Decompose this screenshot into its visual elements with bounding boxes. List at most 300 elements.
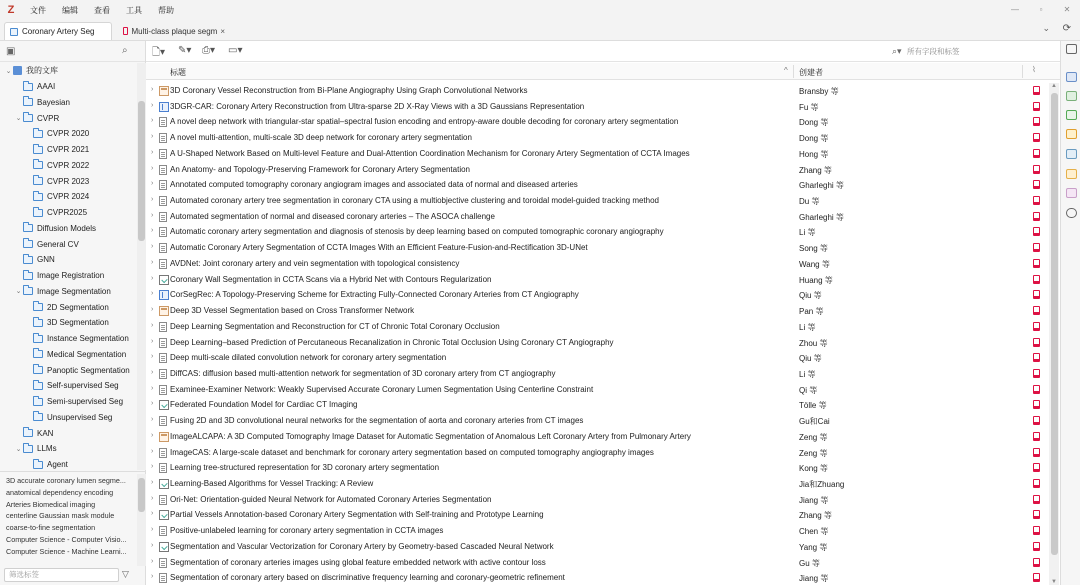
item-row[interactable]: [146, 209, 1051, 225]
attachments-icon[interactable]: [1066, 110, 1077, 120]
item-title: Fusing 2D and 3D convolutional neural networks for the segmentation of aorta and coronary arteries from CT images: [170, 416, 584, 426]
tag-item[interactable]: Arteries Biomedical imaging: [6, 499, 96, 509]
tag-item[interactable]: anatomical dependency encoding: [6, 487, 114, 497]
item-creator: Jiang 等: [799, 495, 829, 505]
conference-paper-icon: [159, 432, 169, 442]
item-row[interactable]: [146, 287, 1051, 303]
item-creator: Huang 等: [799, 275, 833, 285]
pdf-attachment-icon[interactable]: [1033, 133, 1040, 142]
collections-pane: [0, 41, 146, 585]
item-row[interactable]: [146, 570, 1051, 585]
expand-icon[interactable]: ›: [151, 463, 154, 471]
collection-label: CVPR2025: [47, 208, 88, 218]
collection-label: Medical Segmentation: [47, 349, 127, 359]
pdf-attachment-icon[interactable]: [1033, 448, 1040, 457]
pdf-attachment-icon[interactable]: [1033, 117, 1040, 126]
item-title: Examinee-Examiner Network: Weakly Supervised Accurate Coronary Lumen Segmentation Using Centerline Constraint: [170, 384, 594, 394]
pdf-attachment-icon[interactable]: [1033, 227, 1040, 236]
pdf-attachment-icon[interactable]: [1033, 165, 1040, 174]
expand-icon[interactable]: ›: [151, 478, 154, 486]
search-input[interactable]: ⌕▾ 所有字段和标签: [889, 44, 1054, 59]
expand-icon[interactable]: ›: [151, 494, 154, 502]
folder-icon: [33, 303, 43, 311]
twisty-icon[interactable]: ⌄: [5, 67, 12, 75]
document-icon: [159, 338, 167, 348]
title-bar: [0, 0, 1080, 20]
conference-paper-icon: [159, 86, 169, 96]
expand-icon[interactable]: ›: [151, 431, 154, 439]
collection-label: Panoptic Segmentation: [47, 365, 130, 375]
pdf-attachment-icon[interactable]: [1033, 432, 1040, 441]
collection-item[interactable]: [0, 299, 137, 315]
collection-label: KAN: [37, 428, 54, 438]
collection-item[interactable]: [0, 110, 137, 126]
pdf-attachment-icon[interactable]: [1033, 196, 1040, 205]
twisty-icon[interactable]: ⌄: [15, 115, 22, 123]
expand-icon[interactable]: ›: [151, 306, 154, 314]
expand-icon[interactable]: ›: [151, 510, 154, 518]
item-creator: Pan 等: [799, 307, 824, 317]
item-row[interactable]: [146, 460, 1051, 476]
folder-icon: [33, 193, 43, 201]
item-title: A novel multi-attention, multi-scale 3D deep network for coronary artery segmentation: [170, 133, 472, 143]
new-item-icon[interactable]: 🗋▾: [152, 47, 166, 58]
folder-icon: [33, 461, 43, 469]
item-title: AVDNet: Joint coronary artery and vein segmentation with topological consistency: [170, 258, 460, 268]
item-row[interactable]: [146, 193, 1051, 209]
collection-label: GNN: [37, 255, 55, 265]
pdf-attachment-icon[interactable]: [1033, 180, 1040, 189]
expand-icon[interactable]: ›: [151, 573, 154, 581]
pdf-attachment-icon[interactable]: [1033, 322, 1040, 331]
document-icon: [159, 180, 167, 190]
item-row[interactable]: [146, 523, 1051, 539]
tag-item[interactable]: coarse-to-fine segmentation: [6, 523, 96, 533]
expand-icon[interactable]: ›: [151, 164, 154, 172]
item-row[interactable]: [146, 445, 1051, 461]
folder-icon: [10, 28, 18, 36]
menu-item[interactable]: 查看: [94, 5, 110, 15]
item-creator: Zeng 等: [799, 448, 828, 458]
item-creator: Dong 等: [799, 134, 829, 144]
item-title: Automated segmentation of normal and diseased coronary arteries – The ASOCA challenge: [170, 211, 495, 221]
item-row[interactable]: [146, 256, 1051, 272]
pdf-attachment-icon[interactable]: [1033, 243, 1040, 252]
chevron-down-icon[interactable]: ⌄: [1042, 23, 1050, 33]
item-title: Federated Foundation Model for Cardiac CT Imaging: [170, 400, 358, 410]
item-title: DiffCAS: diffusion based multi-attention network for segmentation of 3D coronary artery from CT angiography: [170, 368, 556, 378]
filter-icon[interactable]: ▽: [122, 569, 129, 579]
item-row[interactable]: [146, 507, 1051, 523]
collection-item[interactable]: [0, 236, 137, 252]
expand-icon[interactable]: ›: [151, 541, 154, 549]
item-title: Deep Learning–based Prediction of Percutaneous Recanalization in Chronic Total Occlusion Using Coronary CT Angiography: [170, 337, 614, 347]
document-icon: [159, 558, 167, 568]
item-creator: Gu 等: [799, 558, 820, 568]
tag-scrollbar[interactable]: [137, 474, 146, 566]
items-list: [146, 83, 1051, 585]
collection-label: General CV: [37, 239, 79, 249]
item-row[interactable]: [146, 476, 1051, 492]
item-title: Learning tree-structured representation for 3D coronary artery segmentation: [170, 463, 440, 473]
folder-icon: [33, 366, 43, 374]
item-creator: Yang 等: [799, 542, 828, 552]
add-attachment-icon[interactable]: ⎙▾: [202, 45, 216, 56]
folder-icon: [33, 335, 43, 343]
document-icon: [159, 117, 167, 127]
tab-library[interactable]: [4, 22, 112, 40]
journal-article-icon: [159, 542, 169, 552]
item-row[interactable]: [146, 114, 1051, 130]
collection-item[interactable]: [0, 315, 137, 331]
new-note-icon[interactable]: ▭▾: [228, 45, 243, 56]
locate-icon[interactable]: [1066, 208, 1077, 218]
libraries-icon[interactable]: [1066, 149, 1077, 159]
pdf-icon: [123, 27, 128, 35]
collection-label: Agent: [47, 460, 68, 470]
collection-item[interactable]: [0, 394, 137, 410]
pdf-attachment-icon[interactable]: [1033, 463, 1040, 472]
item-row[interactable]: [146, 413, 1051, 429]
journal-article-icon: [159, 275, 169, 285]
item-row[interactable]: [146, 303, 1051, 319]
collection-label: LLMs: [37, 444, 57, 454]
collection-item[interactable]: [0, 189, 137, 205]
expand-icon[interactable]: ›: [151, 227, 154, 235]
collection-item[interactable]: [0, 158, 137, 174]
document-icon: [159, 165, 167, 175]
search-icon[interactable]: ⌕: [122, 45, 128, 56]
tab-label: Multi-class plaque segm: [131, 26, 218, 36]
collection-tree: [0, 63, 137, 470]
collection-item[interactable]: [0, 410, 137, 426]
expand-icon[interactable]: ›: [151, 258, 154, 266]
pdf-attachment-icon[interactable]: [1033, 369, 1040, 378]
expand-icon[interactable]: ›: [151, 384, 154, 392]
item-creator: Zhang 等: [799, 511, 832, 521]
related-icon[interactable]: [1066, 188, 1077, 198]
menu-item[interactable]: 帮助: [158, 5, 174, 15]
document-icon: [159, 369, 167, 379]
tags-icon[interactable]: [1066, 169, 1077, 179]
tag-item[interactable]: centerline Gaussian mask module: [6, 511, 115, 521]
item-row[interactable]: [146, 350, 1051, 366]
item-creator: Li 等: [799, 322, 816, 332]
collection-item[interactable]: [0, 441, 137, 457]
maximize-icon[interactable]: ▫: [1039, 5, 1043, 14]
item-title: Learning-Based Algorithms for Vessel Tracking: A Review: [170, 478, 374, 488]
document-icon: [159, 243, 167, 253]
item-creator: Song 等: [799, 244, 828, 254]
item-creator: Bransby 等: [799, 87, 839, 96]
folder-icon: [23, 429, 33, 437]
pdf-attachment-icon[interactable]: [1033, 385, 1040, 394]
item-row[interactable]: [146, 366, 1051, 382]
expand-icon[interactable]: ›: [151, 368, 154, 376]
item-title: Annotated computed tomography coronary angiogram images and associated data of normal and diseased arteries: [170, 180, 578, 190]
folder-icon: [23, 114, 33, 122]
item-creator: Li 等: [799, 228, 816, 238]
item-row[interactable]: [146, 130, 1051, 146]
item-creator: Hong 等: [799, 149, 829, 159]
tag-item[interactable]: Computer Science - Machine Learni...: [6, 546, 127, 556]
item-row[interactable]: [146, 539, 1051, 555]
pdf-attachment-icon[interactable]: [1033, 259, 1040, 268]
collection-label: CVPR 2020: [47, 129, 90, 139]
expand-icon[interactable]: ›: [151, 101, 154, 109]
document-icon: [159, 463, 167, 473]
document-icon: [159, 227, 167, 237]
item-creator: Zeng 等: [799, 432, 828, 442]
item-creator: Kong 等: [799, 464, 828, 474]
folder-icon: [23, 445, 33, 453]
item-title: Deep multi-scale dilated convolution network for coronary artery segmentation: [170, 353, 447, 363]
preprint-icon: [159, 290, 169, 300]
item-row[interactable]: [146, 335, 1051, 351]
collection-label: Image Segmentation: [37, 286, 111, 296]
folder-icon: [23, 98, 33, 106]
item-title: 3D Coronary Vessel Reconstruction from Bi-Plane Angiography Using Graph Convolutional Networks: [170, 86, 528, 95]
column-title[interactable]: 标题: [170, 68, 186, 77]
tab-document[interactable]: [118, 22, 230, 40]
journal-article-icon: [159, 479, 169, 489]
pdf-attachment-icon[interactable]: [1033, 479, 1040, 488]
collection-item[interactable]: [0, 63, 137, 79]
item-row[interactable]: [146, 555, 1051, 571]
pdf-attachment-icon[interactable]: [1033, 275, 1040, 284]
pdf-attachment-icon[interactable]: [1033, 526, 1040, 535]
item-title: Segmentation of coronary arteries images using global feature embedded network with active contour loss: [170, 557, 546, 567]
preprint-icon: [159, 102, 169, 112]
item-creator: Jiang 等: [799, 574, 829, 584]
collection-label: CVPR: [37, 113, 60, 123]
expand-icon[interactable]: ›: [151, 337, 154, 345]
collection-item[interactable]: [0, 142, 137, 158]
pdf-attachment-icon[interactable]: [1033, 400, 1040, 409]
collection-item[interactable]: [0, 331, 137, 347]
item-row[interactable]: [146, 319, 1051, 335]
info-icon[interactable]: [1066, 72, 1077, 82]
item-row[interactable]: [146, 240, 1051, 256]
collection-label: CVPR 2023: [47, 176, 90, 186]
expand-icon[interactable]: ›: [151, 180, 154, 188]
collection-item[interactable]: [0, 126, 137, 142]
folder-icon: [33, 177, 43, 185]
collection-item[interactable]: [0, 425, 137, 441]
item-creator: Fu 等: [799, 102, 819, 112]
collection-item[interactable]: [0, 457, 137, 470]
item-title: Deep Learning Segmentation and Reconstruction for CT of Chronic Total Coronary Occlusion: [170, 321, 500, 331]
document-icon: [159, 416, 167, 426]
item-row[interactable]: [146, 177, 1051, 193]
item-title: 3DGR-CAR: Coronary Artery Reconstruction from Ultra-sparse 2D X-Ray Views with a 3D Gaussians Representation: [170, 101, 585, 111]
document-icon: [159, 259, 167, 269]
item-title: ImageCAS: A large-scale dataset and benchmark for coronary artery segmentation based on computed tomography angiography images: [170, 447, 654, 457]
item-row[interactable]: [146, 162, 1051, 178]
item-title: Automated coronary artery tree segmentation in coronary CTA using a multiobjective clustering and toroidal model-guided tracking method: [170, 196, 659, 206]
pdf-attachment-icon[interactable]: [1033, 542, 1040, 551]
search-icon: ⌕▾: [892, 46, 902, 56]
folder-icon: [23, 240, 33, 248]
item-title: Ori-Net: Orientation-guided Neural Network for Automated Coronary Arteries Segmentation: [170, 494, 492, 504]
menu-bar: [22, 5, 182, 16]
new-collection-icon[interactable]: ▣: [6, 46, 16, 57]
expand-icon[interactable]: ›: [151, 196, 154, 204]
folder-icon: [23, 224, 33, 232]
pdf-attachment-icon[interactable]: [1033, 338, 1040, 347]
twisty-icon[interactable]: ⌄: [15, 288, 22, 296]
notes-icon[interactable]: [1066, 129, 1077, 139]
collection-label: Semi-supervised Seg: [47, 397, 124, 407]
expand-icon[interactable]: ›: [151, 416, 154, 424]
expand-icon[interactable]: ›: [151, 321, 154, 329]
item-row[interactable]: [146, 492, 1051, 508]
item-title: Segmentation of coronary artery based on discriminative frequency learning and coronary-geometric refinement: [170, 573, 565, 583]
tab-bar: [0, 20, 1080, 41]
expand-icon[interactable]: ›: [151, 274, 154, 282]
item-row[interactable]: [146, 382, 1051, 398]
item-row[interactable]: [146, 99, 1051, 115]
folder-icon: [33, 413, 43, 421]
collection-item[interactable]: [0, 268, 137, 284]
toggle-pane-icon[interactable]: [1066, 44, 1077, 54]
item-creator: Wang 等: [799, 259, 830, 269]
menu-item[interactable]: 编辑: [62, 5, 78, 15]
minimize-icon[interactable]: —: [1011, 5, 1019, 14]
item-row[interactable]: [146, 272, 1051, 288]
pdf-attachment-icon[interactable]: [1033, 495, 1040, 504]
menu-item[interactable]: 工具: [126, 5, 142, 15]
collection-item[interactable]: [0, 362, 137, 378]
tab-label: Coronary Artery Seg: [22, 27, 95, 36]
collection-label: Bayesian: [37, 97, 70, 107]
expand-icon[interactable]: ›: [151, 86, 154, 93]
expand-icon[interactable]: ›: [151, 148, 154, 156]
items-scrollbar[interactable]: ▲ ▼: [1049, 83, 1059, 585]
library-icon: [13, 66, 22, 75]
collection-item[interactable]: [0, 284, 137, 300]
collection-scrollbar[interactable]: [137, 63, 146, 470]
collection-label: CVPR 2022: [47, 160, 90, 170]
collection-label: 2D Segmentation: [47, 302, 109, 312]
collection-label: Instance Segmentation: [47, 334, 129, 344]
expand-icon[interactable]: ›: [151, 526, 154, 534]
item-creator: Gharleghi 等: [799, 181, 844, 191]
expand-icon[interactable]: ›: [151, 447, 154, 455]
close-icon[interactable]: ✕: [1063, 5, 1071, 14]
pdf-attachment-icon[interactable]: [1033, 149, 1040, 158]
item-row[interactable]: [146, 146, 1051, 162]
collection-label: Image Registration: [37, 271, 105, 281]
document-icon: [159, 526, 167, 536]
item-row[interactable]: [146, 83, 1051, 99]
document-icon: [159, 353, 167, 363]
pdf-attachment-icon[interactable]: [1033, 558, 1040, 567]
close-icon[interactable]: ×: [220, 26, 225, 36]
pdf-attachment-icon[interactable]: [1033, 353, 1040, 362]
pdf-attachment-icon[interactable]: [1033, 102, 1040, 111]
items-toolbar: [146, 41, 1060, 62]
document-icon: [159, 495, 167, 505]
sync-icon[interactable]: ⟳: [1062, 23, 1071, 34]
collection-item[interactable]: [0, 378, 137, 394]
item-title: Automatic Coronary Artery Segmentation of CCTA Images With an Efficient Feature-Fusion-and-Rectification 3D-UNet: [170, 243, 588, 253]
collection-item[interactable]: [0, 173, 137, 189]
column-creator[interactable]: 创建者: [799, 68, 823, 77]
folder-icon: [23, 272, 33, 280]
expand-icon[interactable]: ›: [151, 353, 154, 361]
tag-item[interactable]: 3D accurate coronary lumen segme...: [6, 476, 126, 485]
pdf-attachment-icon[interactable]: [1033, 510, 1040, 519]
collection-item[interactable]: [0, 205, 137, 221]
conference-paper-icon: [159, 306, 169, 316]
document-icon: [159, 448, 167, 458]
item-title: An Anatomy- and Topology-Preserving Framework for Coronary Artery Segmentation: [170, 164, 470, 174]
collection-item[interactable]: [0, 79, 137, 95]
expand-icon[interactable]: ›: [151, 243, 154, 251]
collection-item[interactable]: [0, 95, 137, 111]
item-creator: Li 等: [799, 369, 816, 379]
menu-item[interactable]: 文件: [30, 5, 46, 15]
expand-icon[interactable]: ›: [151, 117, 154, 125]
item-creator: Qiu 等: [799, 291, 822, 301]
document-icon: [159, 196, 167, 206]
abstract-icon[interactable]: [1066, 91, 1077, 101]
pdf-attachment-icon[interactable]: [1033, 212, 1040, 221]
item-row[interactable]: [146, 429, 1051, 445]
pdf-attachment-icon[interactable]: [1033, 86, 1040, 95]
document-icon: [159, 322, 167, 332]
pdf-attachment-icon[interactable]: [1033, 573, 1040, 582]
folder-icon: [33, 319, 43, 327]
expand-icon[interactable]: ›: [151, 400, 154, 408]
item-creator: Gu和Cai: [799, 417, 830, 427]
tag-filter-input[interactable]: 筛选标签: [4, 568, 119, 582]
expand-icon[interactable]: ›: [151, 290, 154, 298]
journal-article-icon: [159, 400, 169, 410]
magic-wand-icon[interactable]: ✎▾: [178, 45, 192, 56]
folder-icon: [33, 350, 43, 358]
zotero-logo: Z: [7, 4, 15, 16]
folder-icon: [23, 83, 33, 91]
collection-label: CVPR 2021: [47, 145, 90, 155]
pdf-attachment-icon[interactable]: [1033, 290, 1040, 299]
tag-selector: [0, 476, 137, 564]
collection-item[interactable]: [0, 221, 137, 237]
collection-label: Unsupervised Seg: [47, 412, 113, 422]
item-title: Deep 3D Vessel Segmentation based on Cross Transformer Network: [170, 306, 415, 316]
attachment-column-icon[interactable]: ⌇: [1032, 65, 1036, 74]
expand-icon[interactable]: ›: [151, 211, 154, 219]
journal-article-icon: [159, 510, 169, 520]
document-icon: [159, 573, 167, 583]
collection-item[interactable]: [0, 252, 137, 268]
tag-item[interactable]: Computer Science - Computer Visio...: [6, 534, 127, 544]
item-creator: Du 等: [799, 197, 820, 207]
folder-icon: [33, 130, 43, 138]
item-row[interactable]: [146, 224, 1051, 240]
item-title: A novel deep network with triangular-star spatial–spectral fusion encoding and entropy-aware double decoding for coronary artery segmentation: [170, 117, 679, 127]
twisty-icon[interactable]: ⌄: [15, 445, 22, 453]
expand-icon[interactable]: ›: [151, 133, 154, 141]
collection-item[interactable]: [0, 347, 137, 363]
pdf-attachment-icon[interactable]: [1033, 306, 1040, 315]
item-row[interactable]: [146, 397, 1051, 413]
document-icon: [159, 149, 167, 159]
document-icon: [159, 133, 167, 143]
pdf-attachment-icon[interactable]: [1033, 416, 1040, 425]
expand-icon[interactable]: ›: [151, 557, 154, 565]
